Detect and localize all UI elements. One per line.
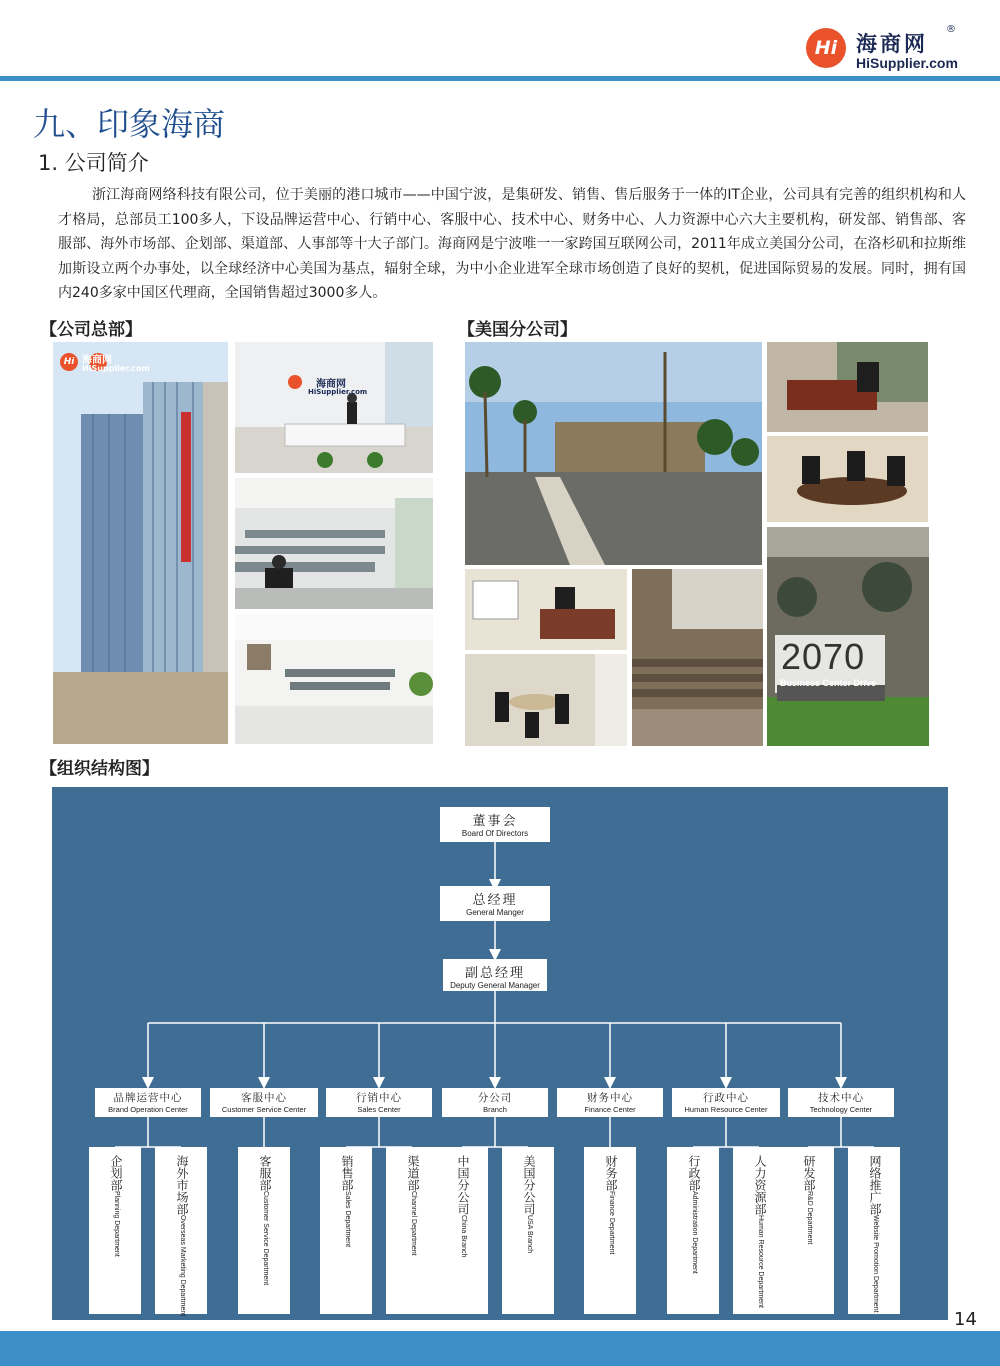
photo-us-parking-lot	[465, 342, 762, 565]
tower-logo-cn: 海商网	[82, 355, 112, 366]
logo-badge: Hi	[806, 28, 846, 68]
org-deputy-gm	[443, 959, 547, 991]
dept-en: Customer Service Department	[262, 1191, 269, 1286]
dept-cn: 企划部	[109, 1155, 123, 1191]
center-en: Human Resource Center	[684, 1105, 768, 1114]
dept-cn: 网络推广部	[868, 1155, 882, 1215]
dept-cn: 美国分公司	[522, 1155, 536, 1215]
photo-us-meeting-room	[767, 436, 928, 522]
org-dept-website-promotion	[848, 1147, 900, 1314]
dept-cn: 销售部	[340, 1155, 354, 1191]
logo-text-cn: 海商网	[856, 32, 928, 56]
org-dept-administration	[667, 1147, 719, 1314]
page-number: 14	[954, 1309, 977, 1330]
org-general-manager	[440, 886, 550, 921]
section-title: 九、印象海商	[33, 105, 226, 143]
org-dept-sales	[320, 1147, 372, 1314]
dept-cn: 渠道部	[406, 1155, 420, 1191]
reception-logo-cn: 海商网	[316, 379, 346, 390]
photo-hq-tower	[53, 342, 228, 744]
org-board-en: Board Of Directors	[461, 829, 529, 838]
org-gm-cn: 总经理	[472, 893, 518, 908]
org-dept-china-branch	[436, 1147, 488, 1314]
org-dgm-en: Deputy General Manager	[450, 981, 540, 990]
dept-cn: 人力资源部	[753, 1155, 767, 1215]
reception-logo-en: HiSupplier.com	[308, 388, 368, 396]
center-cn: 行销中心	[356, 1092, 402, 1104]
sub-title: 1. 公司简介	[38, 151, 149, 175]
org-center-sales	[326, 1088, 432, 1117]
tower-logo-badge: Hi	[60, 353, 78, 371]
photo-us-small-meeting	[465, 654, 627, 746]
center-en: Finance Center	[584, 1105, 636, 1114]
org-dept-human-resource	[733, 1147, 785, 1314]
dept-en: Planning Department	[113, 1191, 120, 1257]
org-center-finance	[557, 1088, 663, 1117]
org-center-admin	[672, 1088, 780, 1117]
dept-en: Human Resource Department	[757, 1215, 764, 1308]
center-cn: 客服中心	[241, 1092, 287, 1104]
header-rule	[0, 76, 1000, 81]
org-center-technology	[788, 1088, 894, 1117]
dept-en: Overseas Marketing Department	[179, 1215, 186, 1317]
org-dept-overseas	[155, 1147, 207, 1317]
dept-en: Sales Department	[344, 1191, 351, 1248]
dept-en: Finance Department	[608, 1191, 615, 1255]
org-chart	[52, 787, 948, 1320]
center-cn: 技术中心	[818, 1092, 864, 1104]
intro-paragraph: 浙江海商网络科技有限公司，位于美丽的港口城市——中国宁波，是集研发、销售、售后服务于一体的IT企业，公司具有完善的组织机构和人才格局，总部员工100多人，下设品牌运营中心、行销中心、客服中心、技术中心、财务中心、人力资源中心六大主要机构，研发部、销售部、客服部、海外市场部、企划部、渠道部、人事部等十大子部门。海商网是宁波唯一一家跨国互联网公司，2011年成立美国分公司，在洛杉矶和拉斯维加斯设立两个办事处，以全球经济中心美国为基点，辐射全球，为中小企业进军全球市场创造了良好的契机，促进国际贸易的发展。同时，拥有国内240多家中国区代理商，全国销售超过3000多人。	[58, 187, 966, 301]
footer-bar	[0, 1331, 1000, 1366]
org-dept-planning	[89, 1147, 141, 1314]
registered-mark: ®	[946, 24, 956, 35]
org-board-cn: 董事会	[472, 814, 518, 829]
photo-us-office-desk	[767, 342, 928, 432]
photo-hq-office-1	[235, 478, 433, 609]
center-en: Sales Center	[357, 1105, 401, 1114]
dept-cn: 中国分公司	[456, 1155, 470, 1215]
org-dept-rd	[782, 1147, 834, 1314]
sign-text: Business Center Drive	[780, 678, 877, 688]
dept-cn: 研发部	[802, 1155, 816, 1191]
center-cn: 分公司	[477, 1092, 513, 1104]
logo-text-en: HiSupplier.com	[856, 55, 958, 71]
sign-number: 2070	[781, 636, 866, 677]
photo-us-stairway	[632, 569, 763, 746]
label-org-chart: 【组织结构图】	[40, 759, 159, 779]
dept-cn: 财务部	[604, 1155, 618, 1191]
dept-cn: 行政部	[687, 1155, 701, 1191]
photo-us-office-room	[465, 569, 627, 650]
tower-logo	[60, 353, 78, 371]
center-en: Technology Center	[809, 1105, 873, 1114]
tower-logo-en: HiSupplier.com	[82, 364, 150, 373]
dept-cn: 客服部	[258, 1155, 272, 1191]
center-cn: 财务中心	[587, 1092, 633, 1104]
label-us-branch: 【美国分公司】	[458, 320, 577, 340]
dept-en: R&D Department	[806, 1191, 813, 1245]
photo-hq-reception	[235, 342, 433, 473]
org-dgm-cn: 副总经理	[464, 966, 525, 981]
dept-en: Channel Department	[410, 1191, 417, 1256]
dept-cn: 海外市场部	[175, 1155, 189, 1215]
center-en: Brand Operation Center	[108, 1105, 188, 1114]
photo-hq-office-2	[235, 614, 433, 744]
org-dept-usa-branch	[502, 1147, 554, 1314]
center-cn: 品牌运营中心	[113, 1092, 183, 1104]
dept-en: China Branch	[460, 1215, 467, 1258]
dept-en: USA Branch	[526, 1215, 533, 1254]
label-headquarters: 【公司总部】	[40, 320, 142, 340]
org-dept-channel	[386, 1147, 438, 1314]
dept-en: Administration Department	[691, 1191, 698, 1274]
org-board	[440, 807, 550, 842]
org-center-customer-service	[210, 1088, 318, 1117]
center-en: Branch	[483, 1105, 507, 1114]
center-en: Customer Service Center	[221, 1105, 307, 1114]
org-gm-en: General Manger	[466, 908, 524, 917]
org-center-branch	[442, 1088, 548, 1117]
org-center-brand	[95, 1088, 201, 1117]
org-dept-customer-service	[238, 1147, 290, 1314]
org-dept-finance	[584, 1147, 636, 1314]
center-cn: 行政中心	[703, 1092, 749, 1104]
dept-en: Website Promotion Department	[872, 1215, 879, 1313]
